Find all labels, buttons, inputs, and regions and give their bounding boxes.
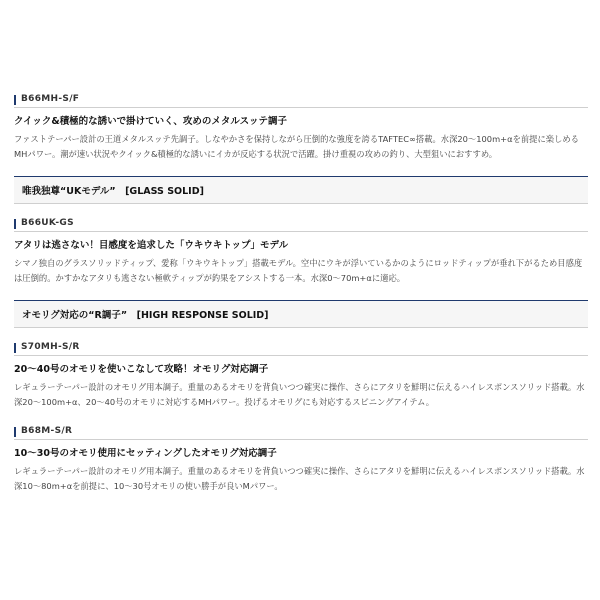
divider bbox=[14, 439, 588, 440]
catchphrase: 20～40号のオモリを使いこなして攻略！オモリグ対応調子 bbox=[14, 364, 269, 375]
description: レギュラーテーパー設計のオモリグ用本調子。重量のあるオモリを背負いつつ確実に操作、さらにアタリを鮮明に伝えるハイレスポンスソリッド搭載。水深20～100m+α、20～40号のオモリに対応するMHパワー。投げるオモリグにも対応するスピニングアイテム。 bbox=[14, 382, 585, 407]
divider bbox=[14, 355, 588, 356]
model-heading: B66UK-GS bbox=[14, 218, 588, 228]
catchphrase: クイック&積極的な誘いで掛けていく、攻めのメタルスッテ調子 bbox=[14, 116, 288, 127]
description: ファストテーパー設計の王道メタルスッテ先調子。しなやかさを保持しながら圧倒的な強度を誇るTAFTEC∞搭載。水深20～100m+αを前提に楽しめるMHパワー。潮が速い状況やクイック&積極的な誘いにイカが反応する状況で活躍。掛け重視の攻めの釣り、大型狙いにおすすめ。 bbox=[14, 134, 579, 159]
spec-document bbox=[14, 90, 588, 494]
divider bbox=[14, 107, 588, 108]
catchphrase: アタリは逃さない！目感度を追求した「ウキウキトップ」モデル bbox=[14, 240, 289, 251]
divider bbox=[14, 231, 588, 232]
description: シマノ独自のグラスソリッドティップ、愛称「ウキウキトップ」搭載モデル。空中にウキが浮いているかのようにロッドティップが垂れ下がるため目感度は圧倒的。かすかなアタリも逃さない極軟ティップが釣果をアシストする一本。水深0～70m+αに適応。 bbox=[14, 258, 583, 283]
category-banner: 唯我独尊“UKモデル” [GLASS SOLID] bbox=[14, 176, 588, 204]
description: レギュラーテーパー設計のオモリグ用本調子。重量のあるオモリを背負いつつ確実に操作、さらにアタリを鮮明に伝えるハイレスポンスソリッド搭載。水深10～80m+αを前提に、10～30号オモリの使い勝手が良いMパワー。 bbox=[14, 466, 585, 491]
category-banner: オモリグ対応の“R調子” [HIGH RESPONSE SOLID] bbox=[14, 300, 588, 328]
catchphrase: 10～30号のオモリ使用にセッティングしたオモリグ対応調子 bbox=[14, 448, 277, 459]
model-heading: S70MH-S/R bbox=[14, 342, 588, 352]
model-heading: B68M-S/R bbox=[14, 426, 588, 436]
model-heading: B66MH-S/F bbox=[14, 94, 588, 104]
